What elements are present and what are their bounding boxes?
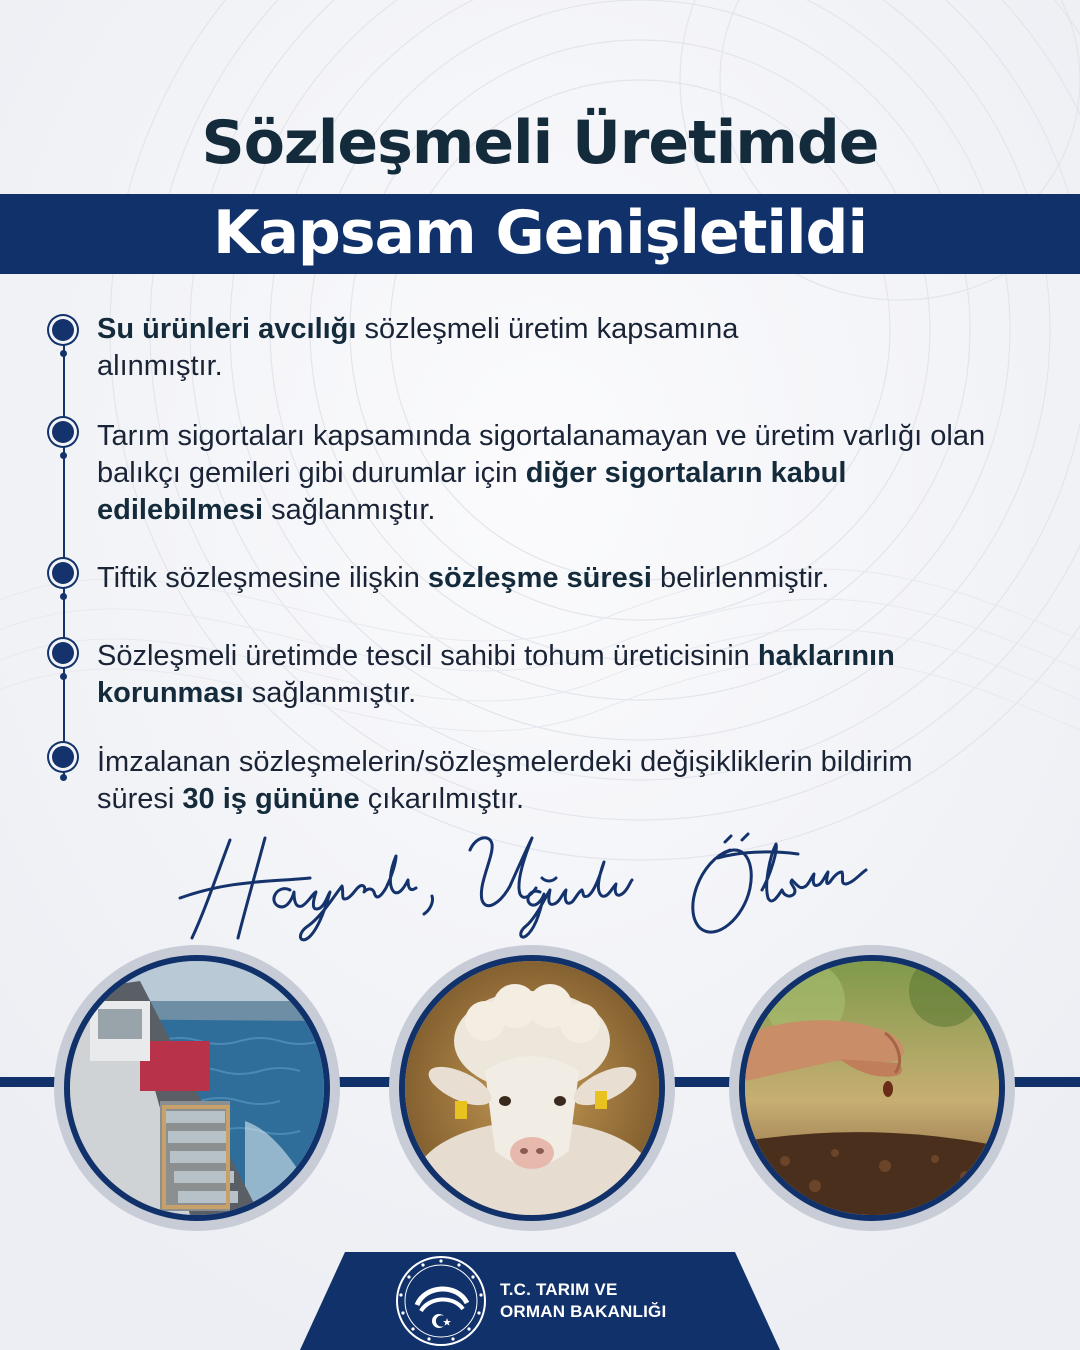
list-item	[97, 311, 857, 385]
list-item	[97, 638, 1037, 712]
signature-handwriting	[170, 820, 890, 950]
item-emphasis: haklarının korunması	[97, 640, 895, 709]
bullet-icon	[52, 421, 74, 443]
page-title-line2: Kapsam Genişletildi	[212, 198, 868, 268]
item-emphasis: sözleşme süresi	[427, 562, 652, 594]
ministry-name	[500, 1279, 666, 1323]
photo-frame-planting	[729, 945, 1015, 1231]
bullet-dot-icon	[60, 673, 67, 680]
item-text: sözleşmeli üretim kapsamına alınmıştır.	[97, 313, 739, 382]
list-item	[97, 418, 997, 529]
item-text: İmzalanan sözleşmelerin/sözleşmelerdeki değişikliklerin bildirim süresi	[97, 746, 913, 815]
photo-frame-goat	[389, 945, 675, 1231]
ministry-name-line2: ORMAN BAKANLIĞI	[500, 1302, 667, 1321]
list-item	[97, 744, 967, 818]
bullet-dot-icon	[60, 452, 67, 459]
bullet-icon	[52, 746, 74, 768]
page-title-line1: Sözleşmeli Üretimde	[201, 108, 879, 178]
seed-planting-photo	[739, 955, 1005, 1221]
item-emphasis: Su ürünleri avcılığı	[97, 313, 357, 345]
fishing-boat-photo	[64, 955, 330, 1221]
ministry-logo	[395, 1255, 487, 1347]
item-text: Tiftik sözleşmesine ilişkin	[97, 562, 428, 594]
timeline-line	[63, 330, 65, 778]
photo-frame-fishing	[54, 945, 340, 1231]
bullet-icon	[52, 642, 74, 664]
bullet-dot-icon	[60, 774, 67, 781]
item-text: çıkarılmıştır.	[359, 783, 525, 815]
ministry-name-line1: T.C. TARIM VE	[500, 1280, 618, 1299]
angora-goat-photo	[399, 955, 665, 1221]
item-text: sağlanmıştır.	[263, 494, 436, 526]
item-text: Tarım sigortaları kapsamında sigortalanamayan ve üretim varlığı olan balıkçı gemileri gibi durumlar için	[97, 420, 986, 489]
bullet-dot-icon	[60, 593, 67, 600]
bullet-icon	[52, 319, 74, 341]
item-emphasis: diğer sigortaların kabul edilebilmesi	[97, 457, 847, 526]
item-text: sağlanmıştır.	[243, 677, 417, 709]
item-text: Sözleşmeli üretimde tescil sahibi tohum üreticisinin	[97, 640, 758, 672]
item-text: belirlenmiştir.	[651, 562, 830, 594]
bullet-icon	[52, 562, 74, 584]
list-item	[97, 560, 1047, 597]
item-emphasis: 30 iş gününe	[182, 783, 360, 815]
bullet-dot-icon	[60, 350, 67, 357]
